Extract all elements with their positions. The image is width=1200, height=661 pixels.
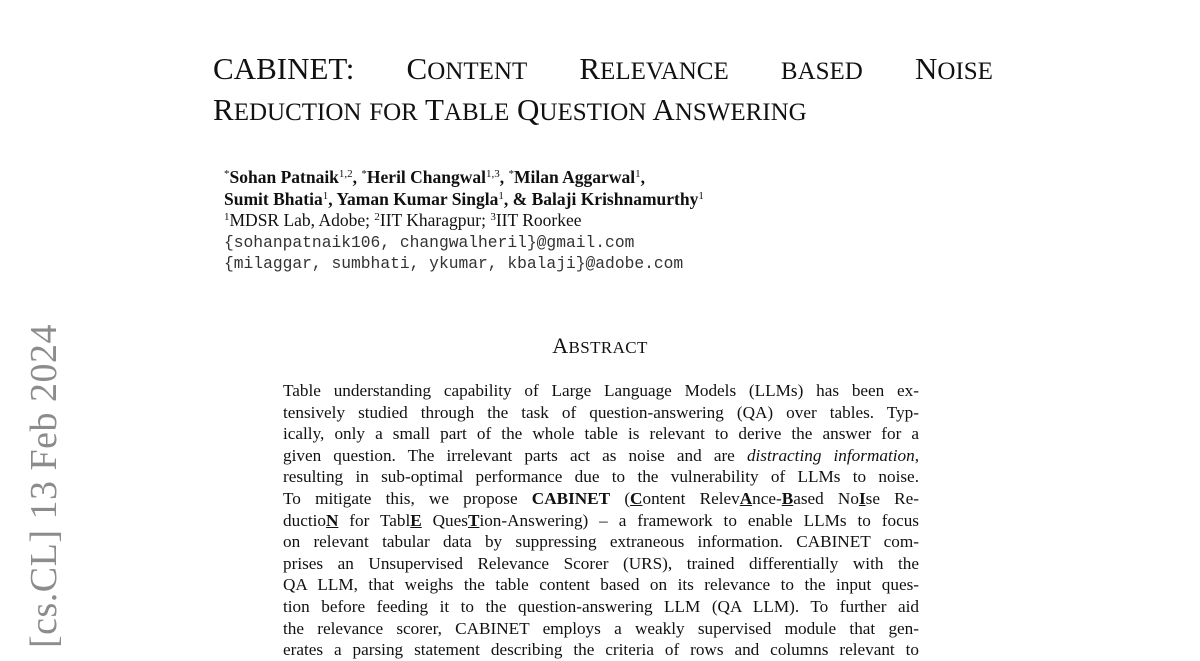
abstract-line: tion before feeding it to the question-answering LLM (QA LLM). To further aid <box>283 596 919 616</box>
abstract-line: erates a parsing statement describing the criteria of rows and columns relevant to <box>283 640 919 660</box>
abstract-line: on relevant tabular data by suppressing extraneous information. CABINET com- <box>283 532 919 552</box>
title-word: BASED <box>780 58 863 85</box>
abstract-line: ically, only a small part of the whole table is relevant to derive the answer for a <box>283 424 919 444</box>
authors-line-1: *Sohan Patnaik$^{1,2}$, *Heril Changwal$^{1,3}$, *Milan Aggarwal$^1$, <box>224 167 645 187</box>
abstract-line: ductioN for TablE QuesTion-Answering) – a framework to enable LLMs to focus <box>283 510 919 530</box>
title-word: RELEVANCE <box>579 51 729 86</box>
abstract-heading: ABSTRACT <box>552 333 648 358</box>
arxiv-stamp: [cs.CL] 13 Feb 2024 <box>23 323 65 648</box>
abstract-line: the relevance scorer, CABINET employs a weakly supervised module that gen- <box>283 618 919 638</box>
abstract-line: Table understanding capability of Large Language Models (LLMs) has been ex- <box>283 381 919 400</box>
paper-title <box>213 50 993 132</box>
title-word: NOISE <box>915 51 993 86</box>
abstract-body <box>283 380 919 661</box>
abstract-line: prises an Unsupervised Relevance Scorer (URS), trained differentially with the <box>283 553 919 573</box>
title-word: CABINET: <box>213 51 355 86</box>
emails-line-1: {sohanpatnaik106, changwalheril}@gmail.com <box>224 232 635 252</box>
abstract-line: tensively studied through the task of question-answering (QA) over tables. Typ- <box>283 402 919 422</box>
abstract-line: given question. The irrelevant parts act as noise and are distracting information, <box>283 445 919 465</box>
title-word: CONTENT <box>406 51 528 86</box>
authors-line-2: Sumit Bhatia$^1$, Yaman Kumar Singla$^1$, & Balaji Krishnamurthy$^1$ <box>224 188 704 209</box>
abstract-line: resulting in sub-optimal performance due to the vulnerability of LLMs to noise. <box>283 467 919 487</box>
affiliations: $^1$MDSR Lab, Adobe; $^2$IIT Kharagpur; $^3$IIT Roorkee <box>224 210 582 230</box>
author-block <box>224 167 924 275</box>
abstract-line: To mitigate this, we propose CABINET (Content RelevAnce-Based NoIse Re- <box>283 488 919 508</box>
title-line-2: REDUCTION FOR TABLE QUESTION ANSWERING <box>213 92 807 127</box>
abstract-line: QA LLM, that weighs the table content based on its relevance to the input ques- <box>283 575 919 595</box>
emails-line-2: {milaggar, sumbhati, ykumar, kbalaji}@adobe.com <box>224 254 684 273</box>
title-line-1 <box>213 50 993 91</box>
